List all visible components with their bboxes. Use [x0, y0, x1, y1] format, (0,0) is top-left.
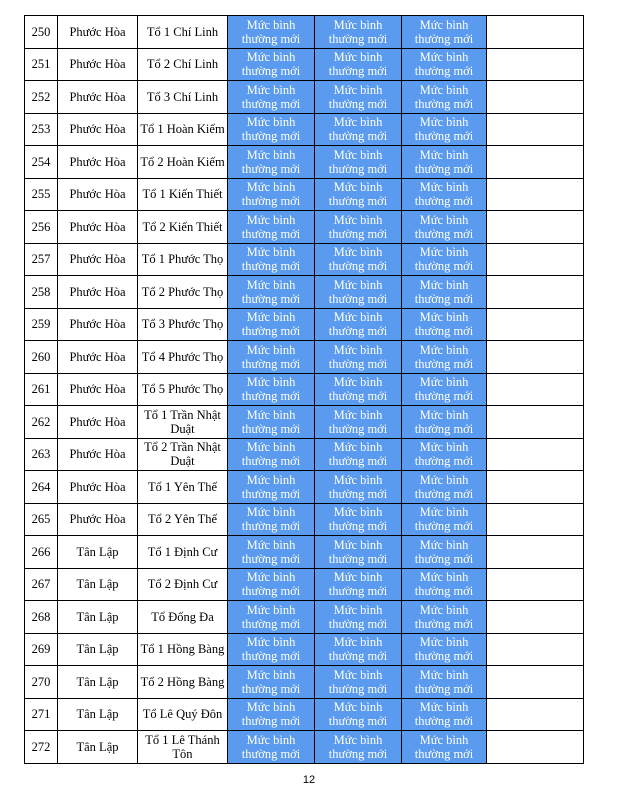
row-number-cell: 266	[25, 536, 58, 569]
residential-group-cell: Tổ 1 Lê Thánh Tôn	[138, 731, 228, 764]
level-cell-2: Mức bình thường mới	[315, 471, 402, 504]
table-row	[25, 471, 584, 504]
table-row	[25, 146, 584, 179]
level-cell-2: Mức bình thường mới	[315, 146, 402, 179]
table-row	[25, 373, 584, 406]
table-row	[25, 113, 584, 146]
table-row	[25, 81, 584, 114]
ward-cell: Phước Hòa	[58, 81, 138, 114]
table-row	[25, 698, 584, 731]
row-number-cell: 264	[25, 471, 58, 504]
level-cell-1: Mức bình thường mới	[228, 471, 315, 504]
ward-cell: Phước Hòa	[58, 211, 138, 244]
level-cell-3: Mức bình thường mới	[402, 341, 487, 374]
note-cell	[487, 113, 584, 146]
level-cell-1: Mức bình thường mới	[228, 113, 315, 146]
table-row	[25, 16, 584, 49]
note-cell	[487, 601, 584, 634]
row-number-cell: 262	[25, 406, 58, 439]
level-cell-3: Mức bình thường mới	[402, 243, 487, 276]
note-cell	[487, 666, 584, 699]
residential-group-cell: Tổ 2 Định Cư	[138, 568, 228, 601]
level-cell-2: Mức bình thường mới	[315, 438, 402, 471]
row-number-cell: 257	[25, 243, 58, 276]
level-cell-2: Mức bình thường mới	[315, 16, 402, 49]
level-cell-2: Mức bình thường mới	[315, 341, 402, 374]
residential-group-cell: Tổ Lê Quý Đôn	[138, 698, 228, 731]
note-cell	[487, 81, 584, 114]
level-cell-2: Mức bình thường mới	[315, 666, 402, 699]
level-cell-3: Mức bình thường mới	[402, 16, 487, 49]
table-row	[25, 243, 584, 276]
ward-cell: Tân Lập	[58, 536, 138, 569]
table-row	[25, 601, 584, 634]
table-row	[25, 568, 584, 601]
residential-group-cell: Tổ 1 Hoàn Kiếm	[138, 113, 228, 146]
level-cell-1: Mức bình thường mới	[228, 438, 315, 471]
level-cell-3: Mức bình thường mới	[402, 568, 487, 601]
row-number-cell: 271	[25, 698, 58, 731]
residential-group-cell: Tổ 1 Phước Thọ	[138, 243, 228, 276]
level-cell-1: Mức bình thường mới	[228, 16, 315, 49]
row-number-cell: 261	[25, 373, 58, 406]
level-cell-3: Mức bình thường mới	[402, 406, 487, 439]
row-number-cell: 270	[25, 666, 58, 699]
ward-cell: Tân Lập	[58, 731, 138, 764]
note-cell	[487, 633, 584, 666]
residential-group-cell: Tổ 1 Hồng Bàng	[138, 633, 228, 666]
note-cell	[487, 471, 584, 504]
level-cell-2: Mức bình thường mới	[315, 113, 402, 146]
ward-cell: Phước Hòa	[58, 308, 138, 341]
level-cell-1: Mức bình thường mới	[228, 276, 315, 309]
note-cell	[487, 243, 584, 276]
level-cell-2: Mức bình thường mới	[315, 308, 402, 341]
ward-cell: Tân Lập	[58, 666, 138, 699]
level-cell-1: Mức bình thường mới	[228, 308, 315, 341]
level-cell-3: Mức bình thường mới	[402, 731, 487, 764]
level-cell-2: Mức bình thường mới	[315, 503, 402, 536]
table-row	[25, 633, 584, 666]
ward-cell: Phước Hòa	[58, 406, 138, 439]
level-cell-1: Mức bình thường mới	[228, 503, 315, 536]
note-cell	[487, 406, 584, 439]
level-cell-3: Mức bình thường mới	[402, 113, 487, 146]
note-cell	[487, 698, 584, 731]
row-number-cell: 259	[25, 308, 58, 341]
row-number-cell: 268	[25, 601, 58, 634]
ward-cell: Tân Lập	[58, 698, 138, 731]
ward-cell: Phước Hòa	[58, 471, 138, 504]
level-cell-2: Mức bình thường mới	[315, 48, 402, 81]
row-number-cell: 267	[25, 568, 58, 601]
row-number-cell: 255	[25, 178, 58, 211]
level-cell-3: Mức bình thường mới	[402, 276, 487, 309]
row-number-cell: 260	[25, 341, 58, 374]
page-number: 12	[302, 774, 316, 786]
level-cell-1: Mức bình thường mới	[228, 731, 315, 764]
note-cell	[487, 16, 584, 49]
table-row	[25, 48, 584, 81]
table-row	[25, 178, 584, 211]
row-number-cell: 263	[25, 438, 58, 471]
level-cell-2: Mức bình thường mới	[315, 698, 402, 731]
level-cell-3: Mức bình thường mới	[402, 666, 487, 699]
level-cell-1: Mức bình thường mới	[228, 243, 315, 276]
level-cell-1: Mức bình thường mới	[228, 568, 315, 601]
level-cell-3: Mức bình thường mới	[402, 601, 487, 634]
ward-cell: Phước Hòa	[58, 146, 138, 179]
level-cell-1: Mức bình thường mới	[228, 698, 315, 731]
level-cell-1: Mức bình thường mới	[228, 633, 315, 666]
level-cell-1: Mức bình thường mới	[228, 81, 315, 114]
ward-cell: Phước Hòa	[58, 341, 138, 374]
ward-cell: Phước Hòa	[58, 113, 138, 146]
residential-group-cell: Tổ 2 Yên Thế	[138, 503, 228, 536]
note-cell	[487, 146, 584, 179]
level-cell-3: Mức bình thường mới	[402, 211, 487, 244]
level-cell-3: Mức bình thường mới	[402, 373, 487, 406]
level-cell-3: Mức bình thường mới	[402, 178, 487, 211]
table-row	[25, 503, 584, 536]
residential-group-cell: Tổ 2 Kiến Thiết	[138, 211, 228, 244]
level-cell-1: Mức bình thường mới	[228, 373, 315, 406]
row-number-cell: 254	[25, 146, 58, 179]
residential-group-cell: Tổ 2 Phước Thọ	[138, 276, 228, 309]
note-cell	[487, 503, 584, 536]
level-cell-2: Mức bình thường mới	[315, 178, 402, 211]
ward-cell: Phước Hòa	[58, 503, 138, 536]
level-cell-1: Mức bình thường mới	[228, 406, 315, 439]
level-cell-2: Mức bình thường mới	[315, 243, 402, 276]
note-cell	[487, 536, 584, 569]
ward-cell: Phước Hòa	[58, 16, 138, 49]
residential-group-cell: Tổ 3 Chí Linh	[138, 81, 228, 114]
note-cell	[487, 178, 584, 211]
ward-cell: Tân Lập	[58, 601, 138, 634]
row-number-cell: 269	[25, 633, 58, 666]
level-cell-1: Mức bình thường mới	[228, 601, 315, 634]
row-number-cell: 252	[25, 81, 58, 114]
residential-group-cell: Tổ Đống Đa	[138, 601, 228, 634]
level-cell-2: Mức bình thường mới	[315, 406, 402, 439]
note-cell	[487, 48, 584, 81]
level-cell-2: Mức bình thường mới	[315, 373, 402, 406]
level-cell-2: Mức bình thường mới	[315, 276, 402, 309]
note-cell	[487, 731, 584, 764]
residential-group-cell: Tổ 2 Chí Linh	[138, 48, 228, 81]
residential-group-cell: Tổ 4 Phước Thọ	[138, 341, 228, 374]
level-cell-3: Mức bình thường mới	[402, 48, 487, 81]
note-cell	[487, 308, 584, 341]
level-cell-1: Mức bình thường mới	[228, 48, 315, 81]
table-row	[25, 536, 584, 569]
note-cell	[487, 276, 584, 309]
level-cell-2: Mức bình thường mới	[315, 731, 402, 764]
ward-cell: Phước Hòa	[58, 276, 138, 309]
table-row	[25, 211, 584, 244]
note-cell	[487, 438, 584, 471]
ward-cell: Tân Lập	[58, 633, 138, 666]
level-cell-3: Mức bình thường mới	[402, 471, 487, 504]
residential-group-cell: Tổ 2 Trần Nhật Duật	[138, 438, 228, 471]
residential-group-cell: Tổ 5 Phước Thọ	[138, 373, 228, 406]
residential-group-cell: Tổ 1 Chí Linh	[138, 16, 228, 49]
level-cell-3: Mức bình thường mới	[402, 503, 487, 536]
level-cell-1: Mức bình thường mới	[228, 341, 315, 374]
level-cell-1: Mức bình thường mới	[228, 211, 315, 244]
row-number-cell: 253	[25, 113, 58, 146]
note-cell	[487, 211, 584, 244]
table-row	[25, 666, 584, 699]
residential-group-cell: Tổ 1 Trần Nhật Duật	[138, 406, 228, 439]
residential-group-cell: Tổ 2 Hồng Bàng	[138, 666, 228, 699]
ward-cell: Tân Lập	[58, 568, 138, 601]
table-row	[25, 438, 584, 471]
residential-group-cell: Tổ 1 Kiến Thiết	[138, 178, 228, 211]
row-number-cell: 265	[25, 503, 58, 536]
level-cell-3: Mức bình thường mới	[402, 633, 487, 666]
residential-group-cell: Tổ 1 Định Cư	[138, 536, 228, 569]
table-row	[25, 276, 584, 309]
table-row	[25, 731, 584, 764]
level-cell-2: Mức bình thường mới	[315, 211, 402, 244]
ward-cell: Phước Hòa	[58, 438, 138, 471]
ward-cell: Phước Hòa	[58, 243, 138, 276]
level-cell-2: Mức bình thường mới	[315, 568, 402, 601]
level-cell-1: Mức bình thường mới	[228, 178, 315, 211]
level-cell-2: Mức bình thường mới	[315, 81, 402, 114]
data-table	[24, 15, 584, 764]
table-row	[25, 308, 584, 341]
level-cell-3: Mức bình thường mới	[402, 438, 487, 471]
level-cell-3: Mức bình thường mới	[402, 698, 487, 731]
row-number-cell: 250	[25, 16, 58, 49]
level-cell-3: Mức bình thường mới	[402, 536, 487, 569]
level-cell-2: Mức bình thường mới	[315, 633, 402, 666]
residential-group-cell: Tổ 2 Hoàn Kiếm	[138, 146, 228, 179]
level-cell-3: Mức bình thường mới	[402, 308, 487, 341]
row-number-cell: 251	[25, 48, 58, 81]
residential-group-cell: Tổ 3 Phước Thọ	[138, 308, 228, 341]
level-cell-3: Mức bình thường mới	[402, 81, 487, 114]
level-cell-2: Mức bình thường mới	[315, 601, 402, 634]
level-cell-1: Mức bình thường mới	[228, 536, 315, 569]
residential-group-cell: Tổ 1 Yên Thế	[138, 471, 228, 504]
row-number-cell: 272	[25, 731, 58, 764]
table-row	[25, 406, 584, 439]
table-body	[25, 16, 584, 764]
note-cell	[487, 341, 584, 374]
level-cell-1: Mức bình thường mới	[228, 666, 315, 699]
ward-cell: Phước Hòa	[58, 48, 138, 81]
row-number-cell: 256	[25, 211, 58, 244]
level-cell-2: Mức bình thường mới	[315, 536, 402, 569]
level-cell-3: Mức bình thường mới	[402, 146, 487, 179]
level-cell-1: Mức bình thường mới	[228, 146, 315, 179]
table-row	[25, 341, 584, 374]
row-number-cell: 258	[25, 276, 58, 309]
ward-cell: Phước Hòa	[58, 178, 138, 211]
note-cell	[487, 568, 584, 601]
ward-cell: Phước Hòa	[58, 373, 138, 406]
note-cell	[487, 373, 584, 406]
